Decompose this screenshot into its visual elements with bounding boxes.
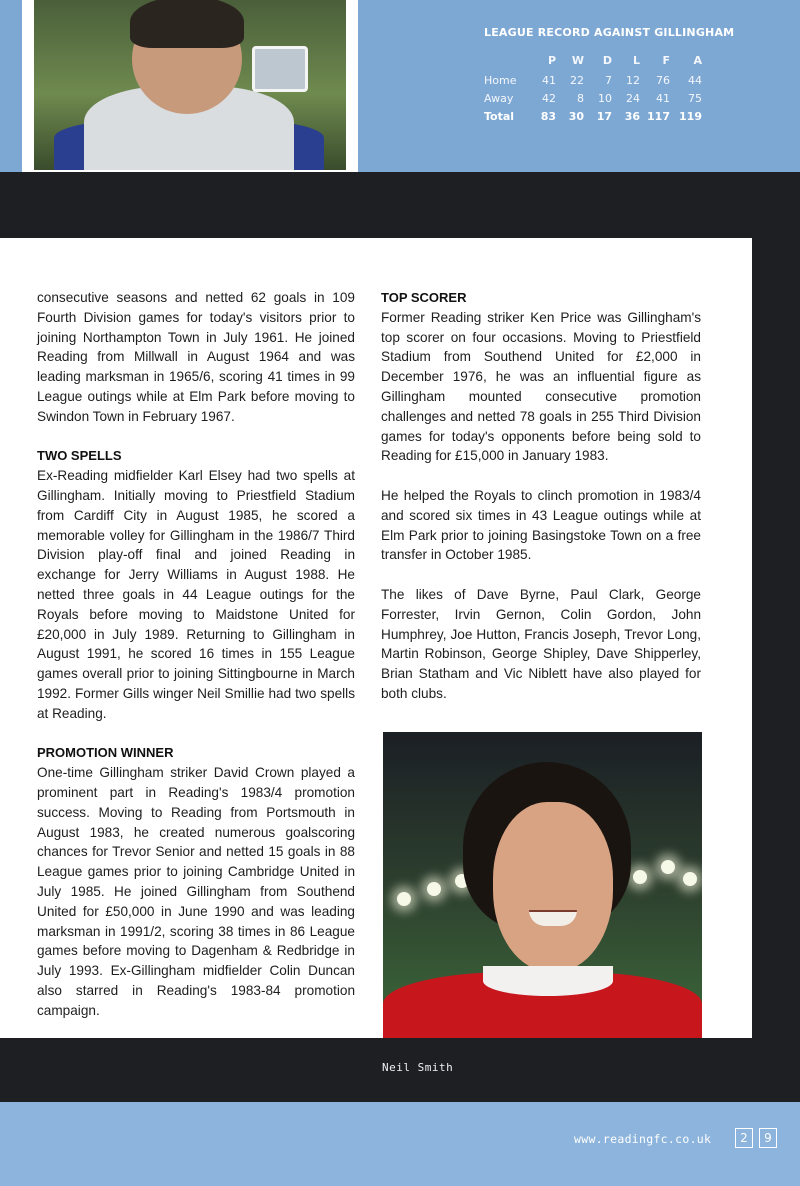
league-row-away: [484, 89, 702, 107]
floodlight: [633, 870, 647, 884]
neil-smith-photo: [383, 732, 702, 1038]
article-paragraph: The likes of Dave Byrne, Paul Clark, George Forrester, Irvin Gernon, Colin Gordon, John Humphrey, Joe Hutton, Francis Joseph, Trevor Long, Martin Robinson, George Shipley, Dave Shipperley, Brian Statham and Vic Niblett have also played for both clubs.: [381, 586, 701, 701]
table-cell: 44: [688, 73, 702, 87]
league-row-total: [484, 107, 702, 125]
player-photo-top: [34, 0, 346, 170]
article-paragraph: He helped the Royals to clinch promotion in 1983/4 and scored six times in 43 League outings while at Elm Park prior to joining Basingstoke Town on a free transfer in October 1985.: [381, 487, 701, 563]
table-cell: 75: [688, 91, 702, 105]
table-cell: 30: [568, 109, 584, 123]
photo-face: [493, 802, 613, 972]
table-cell: 83: [540, 109, 556, 123]
row-label: Away: [484, 91, 514, 105]
section-heading-two-spells: TWO SPELLS: [37, 448, 122, 464]
table-cell: 41: [656, 91, 670, 105]
page-number-digit: 2: [735, 1128, 753, 1148]
table-cell: 42: [542, 91, 556, 105]
article-right-column: [381, 288, 701, 724]
table-cell: 22: [570, 73, 584, 87]
floodlight: [683, 872, 697, 886]
photo-caption: Neil Smith: [382, 1061, 454, 1074]
league-record-table: [484, 53, 702, 125]
photo-camera-screen: [252, 46, 308, 92]
header-d: D: [602, 53, 612, 67]
website-url: www.readingfc.co.uk: [574, 1132, 712, 1146]
header-a: A: [693, 53, 702, 67]
table-cell: 41: [542, 73, 556, 87]
section-heading-promotion-winner: PROMOTION WINNER: [37, 745, 174, 761]
table-cell: 24: [626, 91, 640, 105]
article-panel: [0, 238, 752, 1038]
photo-collar: [483, 966, 613, 996]
floodlight: [427, 882, 441, 896]
floodlight: [397, 892, 411, 906]
article-paragraph: consecutive seasons and netted 62 goals in 109 Fourth Division games for today's visitors prior to joining Northampton Town in July 1961. He joined Reading from Millwall in August 1964 and was leading marksman in 1965/6, scoring 41 times in 99 League outings while at Elm Park before moving to Swindon Town in February 1967.: [37, 290, 355, 424]
table-cell: 117: [647, 109, 670, 123]
league-row-home: [484, 71, 702, 89]
floodlight: [661, 860, 675, 874]
table-cell: 10: [598, 91, 612, 105]
row-label: Home: [484, 73, 517, 87]
header-w: W: [571, 53, 584, 67]
article-paragraph: Ex-Reading midfielder Karl Elsey had two spells at Gillingham. Initially moving to Priestfield Stadium from Cardiff City in August 1985, he scored a memorable volley for Gillingham in the 1986/7 Third Division play-off final and joined Reading in exchange for Jerry Williams in August 1988. He netted three goals in 44 League outings for the Royals before moving to Maidstone United for £20,000 in July 1989. Returning to Gillingham in August 1991, he scored 16 times in 155 League games overall prior to joining Sittingbourne in March 1992. Former Gills winger Neil Smillie had two spells at Reading.: [37, 468, 355, 721]
row-label: Total: [484, 109, 515, 123]
header-l: L: [632, 53, 640, 67]
header-f: F: [662, 53, 670, 67]
league-record-title: LEAGUE RECORD AGAINST GILLINGHAM: [484, 26, 735, 39]
top-photo-frame: [22, 0, 358, 176]
table-cell: 8: [577, 91, 584, 105]
table-cell: 12: [626, 73, 640, 87]
header-p: P: [547, 53, 556, 67]
article-left-column: [37, 288, 355, 1040]
photo-hair: [130, 0, 244, 48]
league-header-row: [484, 53, 702, 71]
section-heading-top-scorer: TOP SCORER: [381, 290, 467, 305]
page-number-digit: 9: [759, 1128, 777, 1148]
table-cell: 17: [596, 109, 612, 123]
article-paragraph: One-time Gillingham striker David Crown played a prominent part in Reading's 1983/4 promotion success. Moving to Reading from Portsmouth in August 1983, he created numerous goalscoring chances for Trevor Senior and netted 15 goals in 88 League games prior to joining Cambridge United in July 1985. He joined Gillingham from Southend United for £50,000 in June 1990 and was leading marksman in 1991/2, scoring 38 times in 86 League games before moving to Dagenham & Redbridge in July 1993. Ex-Gillingham midfielder Colin Duncan also starred in Reading's 1983-84 promotion campaign.: [37, 765, 355, 1018]
table-cell: 7: [605, 73, 612, 87]
league-record-panel: [484, 26, 734, 125]
table-cell: 119: [679, 109, 702, 123]
table-cell: 76: [656, 73, 670, 87]
article-paragraph: Former Reading striker Ken Price was Gillingham's top scorer on four occasions. Moving to Priestfield Stadium from Southend United for £2,000 in December 1976, he was an influential figure as Gillingham mounted consecutive promotion challenges and netted 78 goals in 255 Third Division games for today's opponents before being sold to Reading for £15,000 in January 1983.: [381, 309, 701, 464]
table-cell: 36: [624, 109, 640, 123]
